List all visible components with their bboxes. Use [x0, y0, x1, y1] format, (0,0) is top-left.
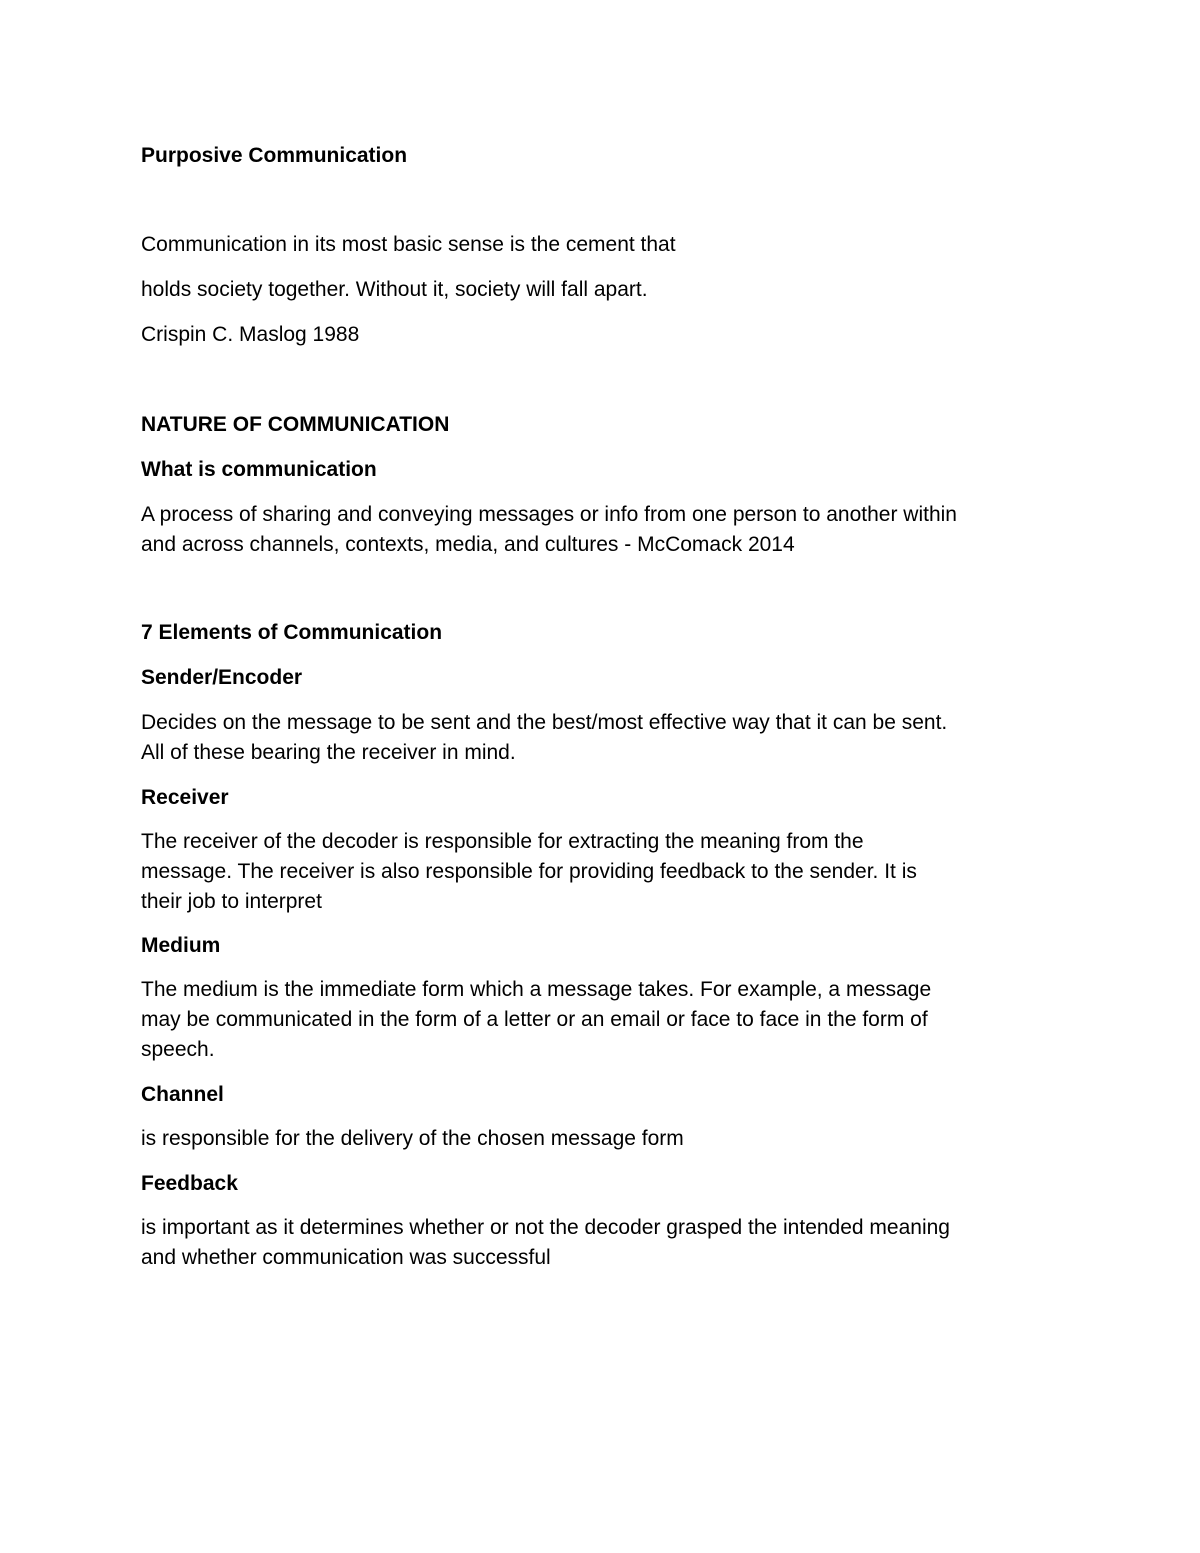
element-desc-line: Decides on the message to be sent and the best/most effective way that it can be sent.: [141, 711, 948, 734]
element-desc-feedback: [141, 1213, 1071, 1273]
definition-line: A process of sharing and conveying messages or info from one person to another within: [141, 503, 957, 526]
definition-paragraph: [141, 500, 1071, 560]
element-term-receiver: Receiver: [141, 786, 229, 809]
element-desc-sender: [141, 708, 1071, 768]
element-desc-line: The receiver of the decoder is responsible for extracting the meaning from the: [141, 830, 864, 853]
element-desc-line: The medium is the immediate form which a message takes. For example, a message: [141, 978, 932, 1001]
element-desc-medium: [141, 975, 1071, 1065]
element-term-channel: Channel: [141, 1083, 224, 1106]
element-desc-receiver: [141, 827, 1071, 917]
quote-author: Crispin C. Maslog 1988: [141, 323, 360, 346]
definition-line: and across channels, contexts, media, and cultures - McComack 2014: [141, 533, 795, 556]
element-desc-line: speech.: [141, 1038, 215, 1061]
element-desc-line: All of these bearing the receiver in mind.: [141, 741, 516, 764]
quote-line-2: holds society together. Without it, society will fall apart.: [141, 278, 648, 301]
element-desc-line: is responsible for the delivery of the chosen message form: [141, 1127, 684, 1150]
quote-line-1: Communication in its most basic sense is the cement that: [141, 233, 676, 256]
element-term-feedback: Feedback: [141, 1172, 238, 1195]
element-desc-line: is important as it determines whether or not the decoder grasped the intended meaning: [141, 1216, 950, 1239]
element-desc-line: may be communicated in the form of a letter or an email or face to face in the form of: [141, 1008, 928, 1031]
document-title: Purposive Communication: [141, 144, 408, 167]
section-heading-elements: 7 Elements of Communication: [141, 621, 443, 644]
element-desc-line: message. The receiver is also responsible for providing feedback to the sender. It is: [141, 860, 917, 883]
element-desc-channel: [141, 1124, 1071, 1154]
element-desc-line: their job to interpret: [141, 890, 322, 913]
element-term-medium: Medium: [141, 934, 221, 957]
section-heading-nature: NATURE OF COMMUNICATION: [141, 413, 450, 436]
element-desc-line: and whether communication was successful: [141, 1246, 551, 1269]
element-term-sender: Sender/Encoder: [141, 666, 303, 689]
subheading-what-is-communication: What is communication: [141, 458, 377, 481]
